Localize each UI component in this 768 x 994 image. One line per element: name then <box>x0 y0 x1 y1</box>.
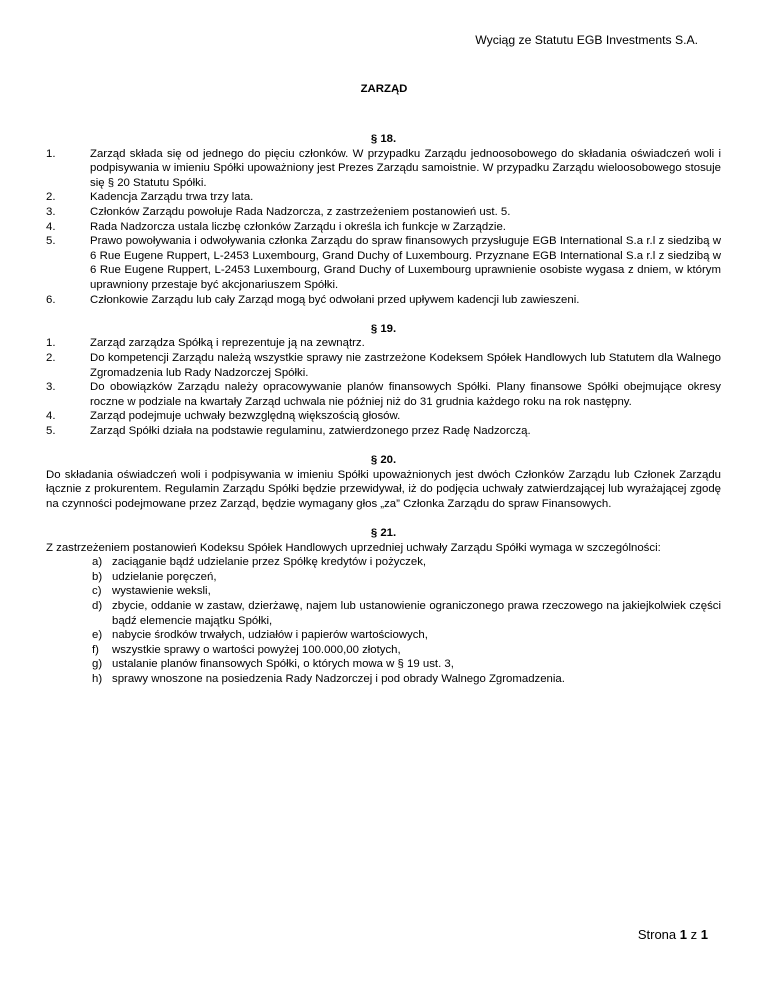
list-item: h) sprawy wnoszone na posiedzenia Rady Nadzorczej i pod obrady Walnego Zgromadzenia. <box>92 672 565 685</box>
list-item: 5. Prawo powoływania i odwoływania członka Zarządu do spraw finansowych przysługuje EGB International S.a r.l z siedzibą w 6 Rue Eugene Ruppert, L-2453 Luxembourg, Grand Duchy of Luxembourg. Przyznane EGB International S.a r.l z siedzibą w 6 Rue Eugene Ruppert, L-2453 Luxembourg, Grand Duchy of Luxembourg uprawnienie osobiste wygasa z dniem, w którym uprawniony przestaje być akcjonariuszem Spółki. <box>46 235 721 291</box>
section-19-list <box>46 336 721 438</box>
footer-separator: z <box>690 927 698 942</box>
list-item: 4. Rada Nadzorcza ustala liczbę członków Zarządu i określa ich funkcje w Zarządzie. <box>46 220 506 233</box>
chapter-title: ZARZĄD <box>360 83 408 95</box>
section-20-paragraph: Do składania oświadczeń woli i podpisywania w imieniu Spółki upoważnionych jest dwóch Członków Zarządu lub Członek Zarządu łącznie z prokurentem. Regulamin Zarządu Spółki będzie przewidywał, iż do podjęcia uchwały zatwierdzającej lub wyrażającej zgodę na czynności podejmowane przez Zarząd, będzie wymagany głos „za” Członka Zarządu do spraw Finansowych. <box>46 468 721 510</box>
list-item: 3. Do obowiązków Zarządu należy opracowywanie planów finansowych Spółki. Plany finansowe Spółki obejmujące okresy roczne w podziale na kwartały Zarząd uchwala nie później niż do 31 grudnia każdego roku na rok następny. <box>46 381 721 408</box>
list-item: g) ustalanie planów finansowych Spółki, o których mowa w § 19 ust. 3, <box>92 658 454 671</box>
page-header: Wyciąg ze Statutu EGB Investments S.A. <box>475 33 698 47</box>
section-heading-21: § 21. <box>370 527 397 540</box>
document-body <box>46 132 721 687</box>
list-item: 5. Zarząd Spółki działa na podstawie regulaminu, zatwierdzonego przez Radę Nadzorczą. <box>46 424 531 437</box>
page-footer <box>638 928 708 943</box>
list-item: 3. Członków Zarządu powołuje Rada Nadzorcza, z zastrzeżeniem postanowień ust. 5. <box>46 205 511 218</box>
list-item: e) nabycie środków trwałych, udziałów i papierów wartościowych, <box>92 629 428 642</box>
section-18-list <box>46 147 721 308</box>
footer-page-number: 1 <box>679 927 688 942</box>
list-item: 2. Do kompetencji Zarządu należą wszystkie sprawy nie zastrzeżone Kodeksem Spółek Handlowych lub Statutem dla Walnego Zgromadzenia lub Rady Nadzorczej Spółki. <box>46 351 721 379</box>
list-item: a) zaciąganie bądź udzielanie przez Spółkę kredytów i pożyczek, <box>92 556 427 569</box>
list-item: c) wystawienie weksli, <box>92 585 211 598</box>
section-heading-20: § 20. <box>370 454 397 467</box>
section-heading-19: § 19. <box>370 322 397 335</box>
footer-total-pages: 1 <box>700 927 708 942</box>
list-item: b) udzielanie poręczeń, <box>92 570 217 583</box>
list-item: 2. Kadencja Zarządu trwa trzy lata. <box>46 191 254 204</box>
list-item: f) wszystkie sprawy o wartości powyżej 100.000,00 złotych, <box>92 643 401 656</box>
section-21-intro: Z zastrzeżeniem postanowień Kodeksu Spółek Handlowych uprzedniej uchwały Zarządu Spółki wymaga w szczególności: <box>46 541 661 554</box>
list-item: d) zbycie, oddanie w zastaw, dzierżawę, najem lub ustanowienie ograniczonego prawa rzeczowego na jakiejkolwiek części bądź elemencie majątku Spółki, <box>92 600 721 627</box>
list-item: 6. Członkowie Zarządu lub cały Zarząd mogą być odwołani przed upływem kadencji lub zawieszeni. <box>46 293 580 306</box>
section-21-list <box>46 555 721 686</box>
section-heading-18: § 18. <box>370 133 397 145</box>
list-item: 4. Zarząd podejmuje uchwały bezwzględną większością głosów. <box>46 410 401 423</box>
list-item: 1. Zarząd zarządza Spółką i reprezentuje ją na zewnątrz. <box>46 337 365 350</box>
footer-prefix: Strona <box>637 927 677 942</box>
list-item: 1. Zarząd składa się od jednego do pięciu członków. W przypadku Zarządu jednoosobowego do składania oświadczeń woli i podpisywania w imieniu Spółki upoważniony jest Prezes Zarządu samoistnie. W przypadku Zarządu wieloosobowego stosuje się § 20 Statutu Spółki. <box>46 147 721 189</box>
